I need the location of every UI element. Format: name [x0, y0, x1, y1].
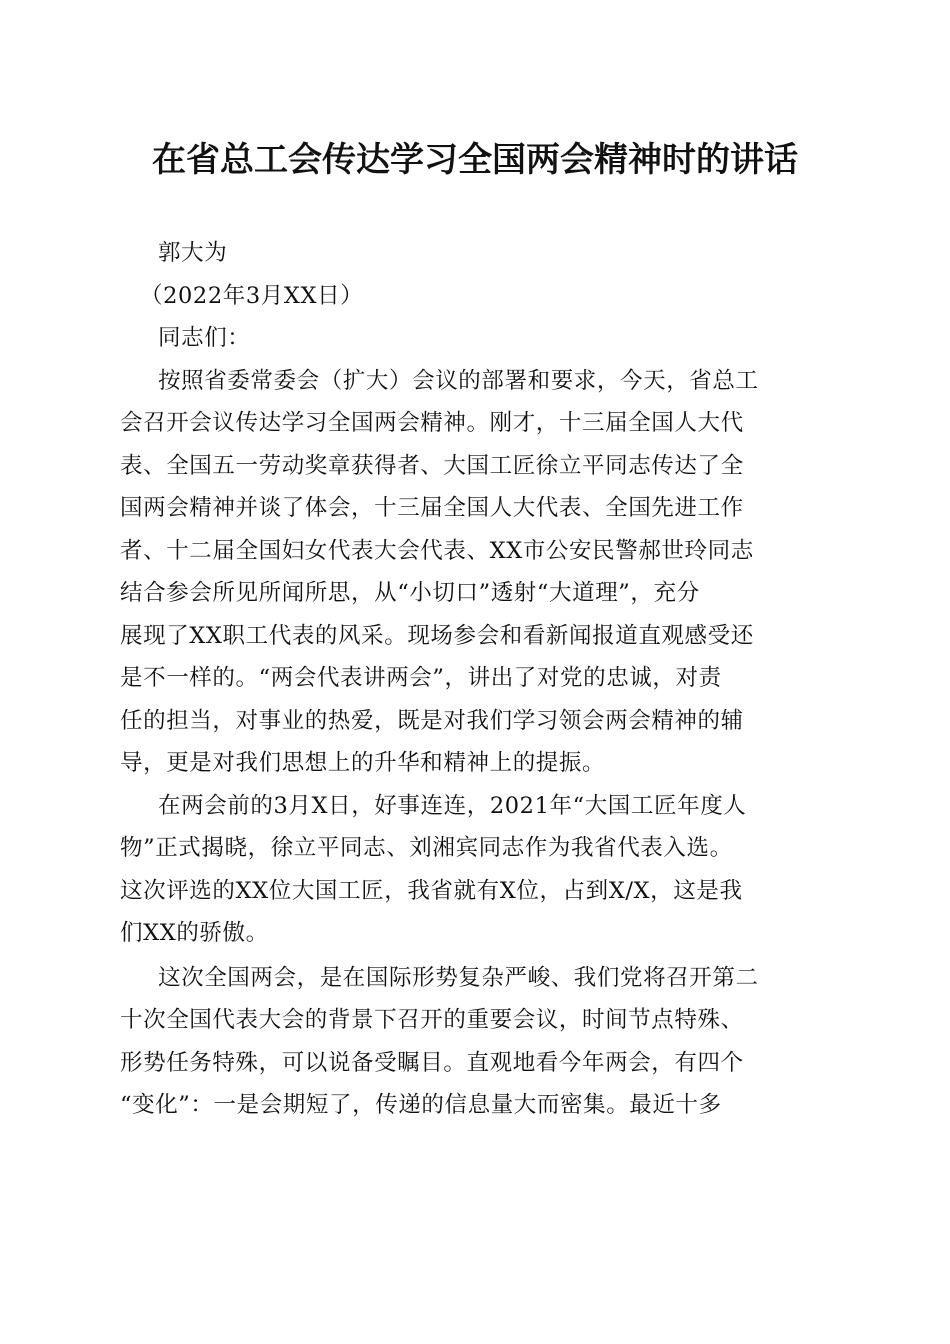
paragraph-line: 表、全国五一劳动奖章获得者、大国工匠徐立平同志传达了全 [120, 452, 744, 479]
paragraph-line: “变化”：一是会期短了，传递的信息量大而密集。最近十多 [120, 1092, 722, 1118]
paragraph-line: 这次全国两会，是在国际形势复杂严峻、我们党将召开第二 [158, 964, 759, 991]
paragraph-line: 会召开会议传达学习全国两会精神。刚才，十三届全国人大代 [120, 410, 744, 436]
paragraph-line: 是不一样的。“两会代表讲两会”，讲出了对党的忠诚，对责 [120, 665, 722, 691]
speech-date: （2022年3月XX日） [140, 282, 364, 309]
salutation: 同志们： [158, 325, 251, 351]
paragraph-1 [120, 360, 824, 785]
paragraph-line: 十次全国代表大会的背景下召开的重要会议，时间节点特殊、 [120, 1007, 744, 1033]
document-body [120, 232, 824, 1127]
paragraph-line: 在两会前的3月X日，好事连连，2021年“大国工匠年度人 [158, 792, 747, 819]
paragraph-3 [120, 957, 824, 1127]
paragraph-line: 结合参会所见所闻所思，从“小切口”透射“大道理”，充分 [120, 580, 700, 606]
paragraph-2 [120, 785, 824, 955]
paragraph-line: 者、十二届全国妇女代表大会代表、XX市公安民警郝世玲同志 [120, 537, 754, 564]
paragraph-line: 形势任务特殊，可以说备受瞩目。直观地看今年两会，有四个 [120, 1049, 744, 1076]
paragraph-line: 按照省委常委会（扩大）会议的部署和要求，今天，省总工 [158, 367, 759, 394]
paragraph-line: 导，更是对我们思想上的升华和精神上的提振。 [120, 750, 606, 776]
paragraph-line: 们XX的骄傲。 [120, 920, 269, 946]
document-title: 在省总工会传达学习全国两会精神时的讲话 [152, 140, 798, 180]
paragraph-line: 国两会精神并谈了体会，十三届全国人大代表、全国先进工作 [120, 495, 744, 521]
paragraph-line: 任的担当，对事业的热爱，既是对我们学习领会两会精神的辅 [120, 707, 744, 734]
paragraph-line: 这次评选的XX位大国工匠，我省就有X位，占到X/X，这是我 [120, 877, 743, 904]
author-name: 郭大为 [158, 240, 228, 266]
paragraph-line: 物”正式揭晓，徐立平同志、刘湘宾同志作为我省代表入选。 [120, 835, 733, 861]
paragraph-line: 展现了XX职工代表的风采。现场参会和看新闻报道直观感受还 [120, 622, 754, 649]
